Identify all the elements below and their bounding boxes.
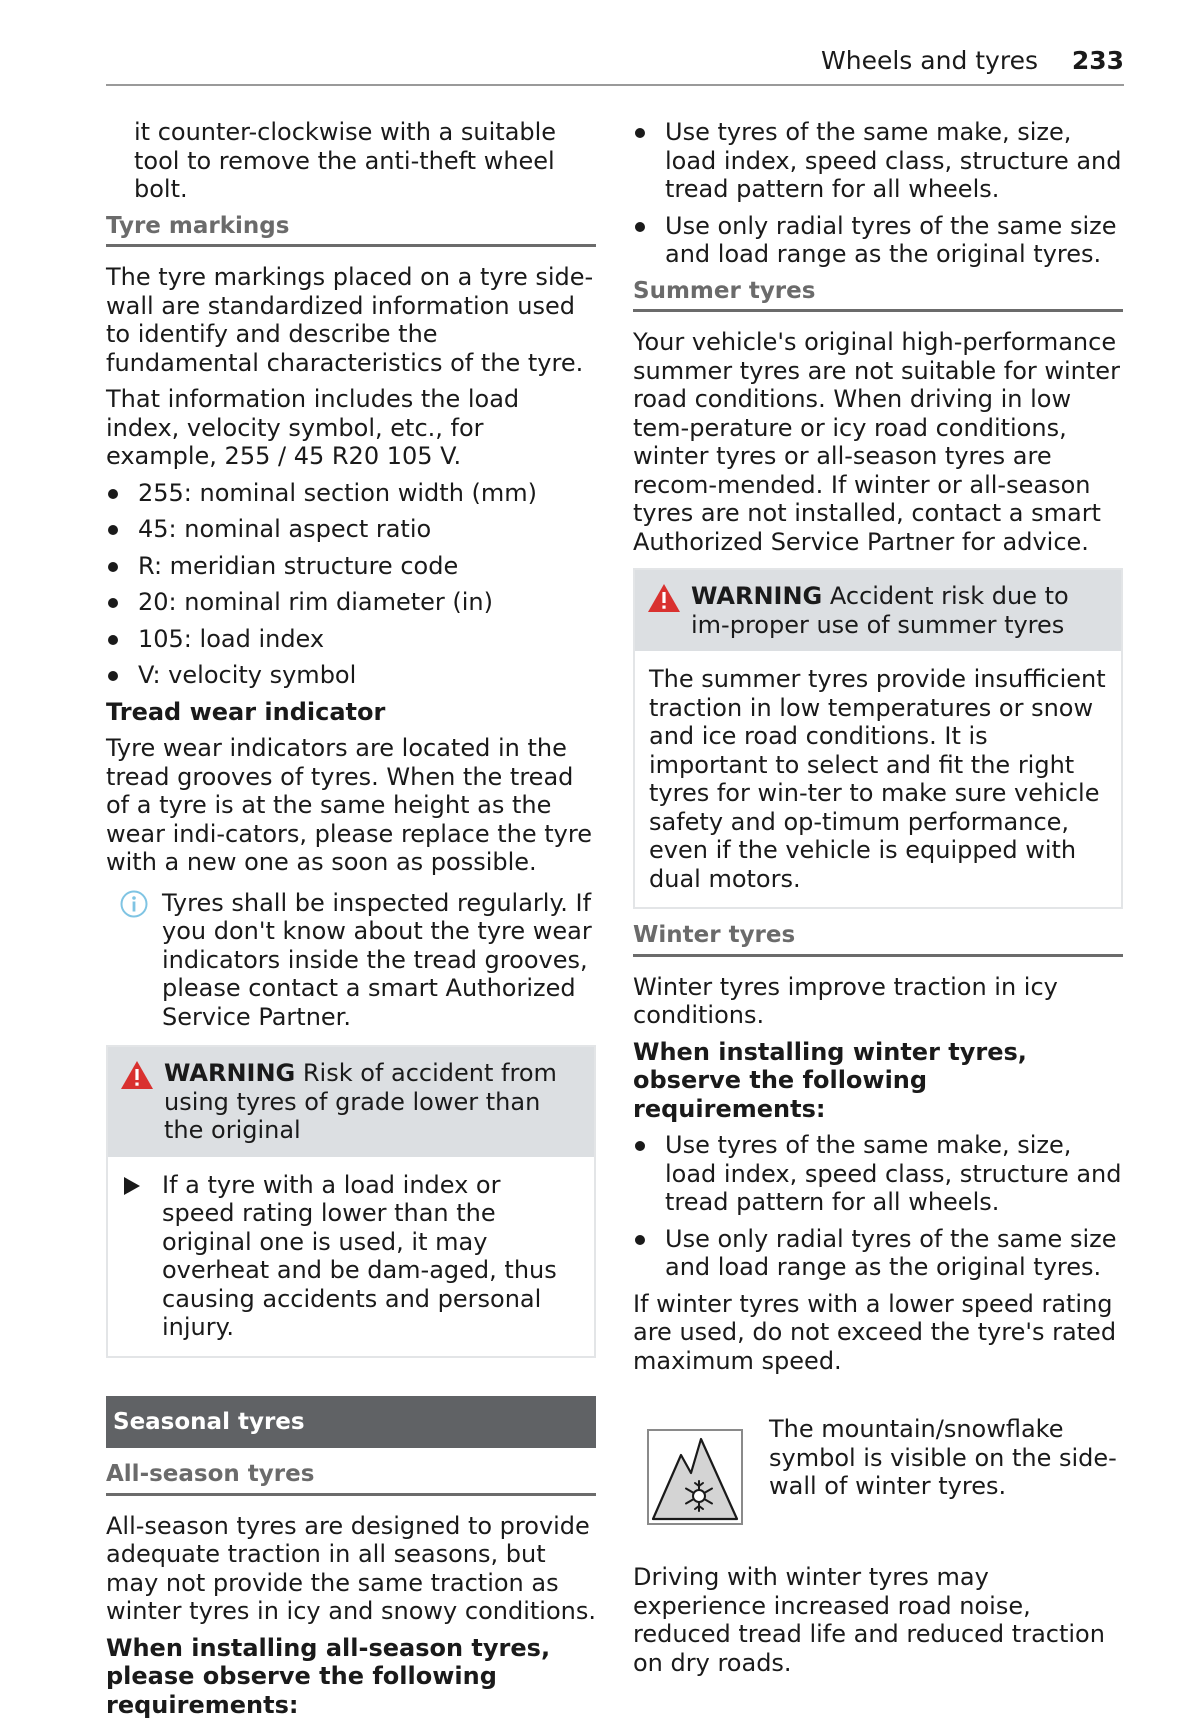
winter-tyres-heading: Winter tyres xyxy=(633,921,1123,957)
seasonal-tyres-bar: Seasonal tyres xyxy=(106,1396,596,1449)
all-season-p1: All-season tyres are designed to provide adequate traction in all seasons, but may not provide the same traction as winter tyres in icy and snowy conditions. xyxy=(106,1511,596,1625)
all-season-list xyxy=(633,118,1123,269)
tread-p1: Tyre wear indicators are located in the tread grooves of tyres. When the tread of a tyre is at the same height as the wear indi-cators, please replace the tyre with a new one as soon as possible. xyxy=(106,734,592,876)
list-item: Use only radial tyres of the same size and load range as the original tyres. xyxy=(633,1225,1123,1282)
page-number: 233 xyxy=(1071,46,1124,75)
arrow-right-icon xyxy=(124,1177,140,1195)
list-item: Use only radial tyres of the same size and load range as the original tyres. xyxy=(633,212,1123,269)
list-item: V: velocity symbol xyxy=(106,661,596,690)
winter-p1: Winter tyres improve traction in icy conditions. xyxy=(633,972,1058,1029)
info-note xyxy=(106,889,596,1032)
right-column xyxy=(633,118,1123,1685)
tyre-markings-list xyxy=(106,479,596,690)
winter-p3: Driving with winter tyres may experience increased road noise, reduced tread life and reduced traction on dry roads. xyxy=(633,1563,1105,1677)
warning-box-grade xyxy=(106,1045,596,1358)
all-season-heading: All-season tyres xyxy=(106,1460,596,1496)
list-item: Use tyres of the same make, size, load index, speed class, structure and tread pattern for all wheels. xyxy=(633,1131,1123,1217)
warning-body-text: The summer tyres provide insufficient traction in low temperatures or snow and ice road conditions. It is important to select and fit the right tyres for win-ter to make sure vehicle safety and op-timum performance, even if the vehicle is equipped with dual motors. xyxy=(649,665,1106,893)
warning-label: WARNING xyxy=(164,1059,296,1087)
warning-label: WARNING xyxy=(691,582,823,610)
warning-box-summer xyxy=(633,568,1123,909)
winter-requirements: When installing winter tyres, observe the following requirements: xyxy=(633,1037,1027,1123)
mountain-snowflake-icon xyxy=(647,1429,743,1525)
warning-triangle-icon xyxy=(120,1060,154,1090)
list-item: 255: nominal section width (mm) xyxy=(106,479,596,508)
symbol-description: The mountain/snowflake symbol is visible on the side-wall of winter tyres. xyxy=(769,1415,1117,1500)
tread-heading: Tread wear indicator xyxy=(106,697,386,726)
section-title: Wheels and tyres xyxy=(821,46,1038,75)
intro-text: it counter-clockwise with a suitable tool to remove the anti-theft wheel bolt. xyxy=(134,118,557,203)
mountain-snowflake-row xyxy=(633,1415,1123,1533)
list-item: Use tyres of the same make, size, load index, speed class, structure and tread pattern for all wheels. xyxy=(633,118,1123,204)
page-header xyxy=(106,40,1124,86)
warning-header xyxy=(635,570,1121,651)
warning-triangle-icon xyxy=(647,583,681,613)
list-item: R: meridian structure code xyxy=(106,552,596,581)
tyre-markings-heading: Tyre markings xyxy=(106,212,596,248)
tyre-markings-p2: That information includes the load index, velocity symbol, etc., for example, 255 / 45 R20 105 V. xyxy=(106,385,520,470)
warning-header xyxy=(108,1047,594,1157)
info-note-text: Tyres shall be inspected regularly. If you don't know about the tyre wear indicators inside the tread grooves, please contact a smart Authorized Service Partner. xyxy=(162,888,592,1031)
warning-title: Risk of accident from using tyres of grade lower than the original xyxy=(164,1059,557,1144)
all-season-requirements: When installing all-season tyres, please observe the following requirements: xyxy=(106,1633,551,1719)
info-icon xyxy=(120,890,148,918)
warning-body-text: If a tyre with a load index or speed rating lower than the original one is used, it may overheat and be dam-aged, thus causing accidents and personal injury. xyxy=(162,1170,557,1341)
warning-body xyxy=(108,1157,594,1356)
left-column xyxy=(106,118,596,1727)
summer-tyres-heading: Summer tyres xyxy=(633,277,1123,313)
list-item: 105: load index xyxy=(106,625,596,654)
list-item: 20: nominal rim diameter (in) xyxy=(106,588,596,617)
winter-p2: If winter tyres with a lower speed rating are used, do not exceed the tyre's rated maximum speed. xyxy=(633,1289,1117,1375)
summer-p1: Your vehicle's original high-performance summer tyres are not suitable for winter road conditions. When driving in low tem-perature or icy road conditions, winter tyres or all-season tyres are recom-mended. If winter or all-season tyres are not installed, contact a smart Authorized Service Partner for advice. xyxy=(633,328,1120,556)
winter-list xyxy=(633,1131,1123,1282)
warning-body xyxy=(635,651,1121,907)
warning-title: Accident risk due to im-proper use of summer tyres xyxy=(691,582,1069,639)
list-item: 45: nominal aspect ratio xyxy=(106,515,596,544)
tyre-markings-p1: The tyre markings placed on a tyre side-wall are standardized information used to identify and describe the fundamental characteristics of the tyre. xyxy=(106,263,594,377)
